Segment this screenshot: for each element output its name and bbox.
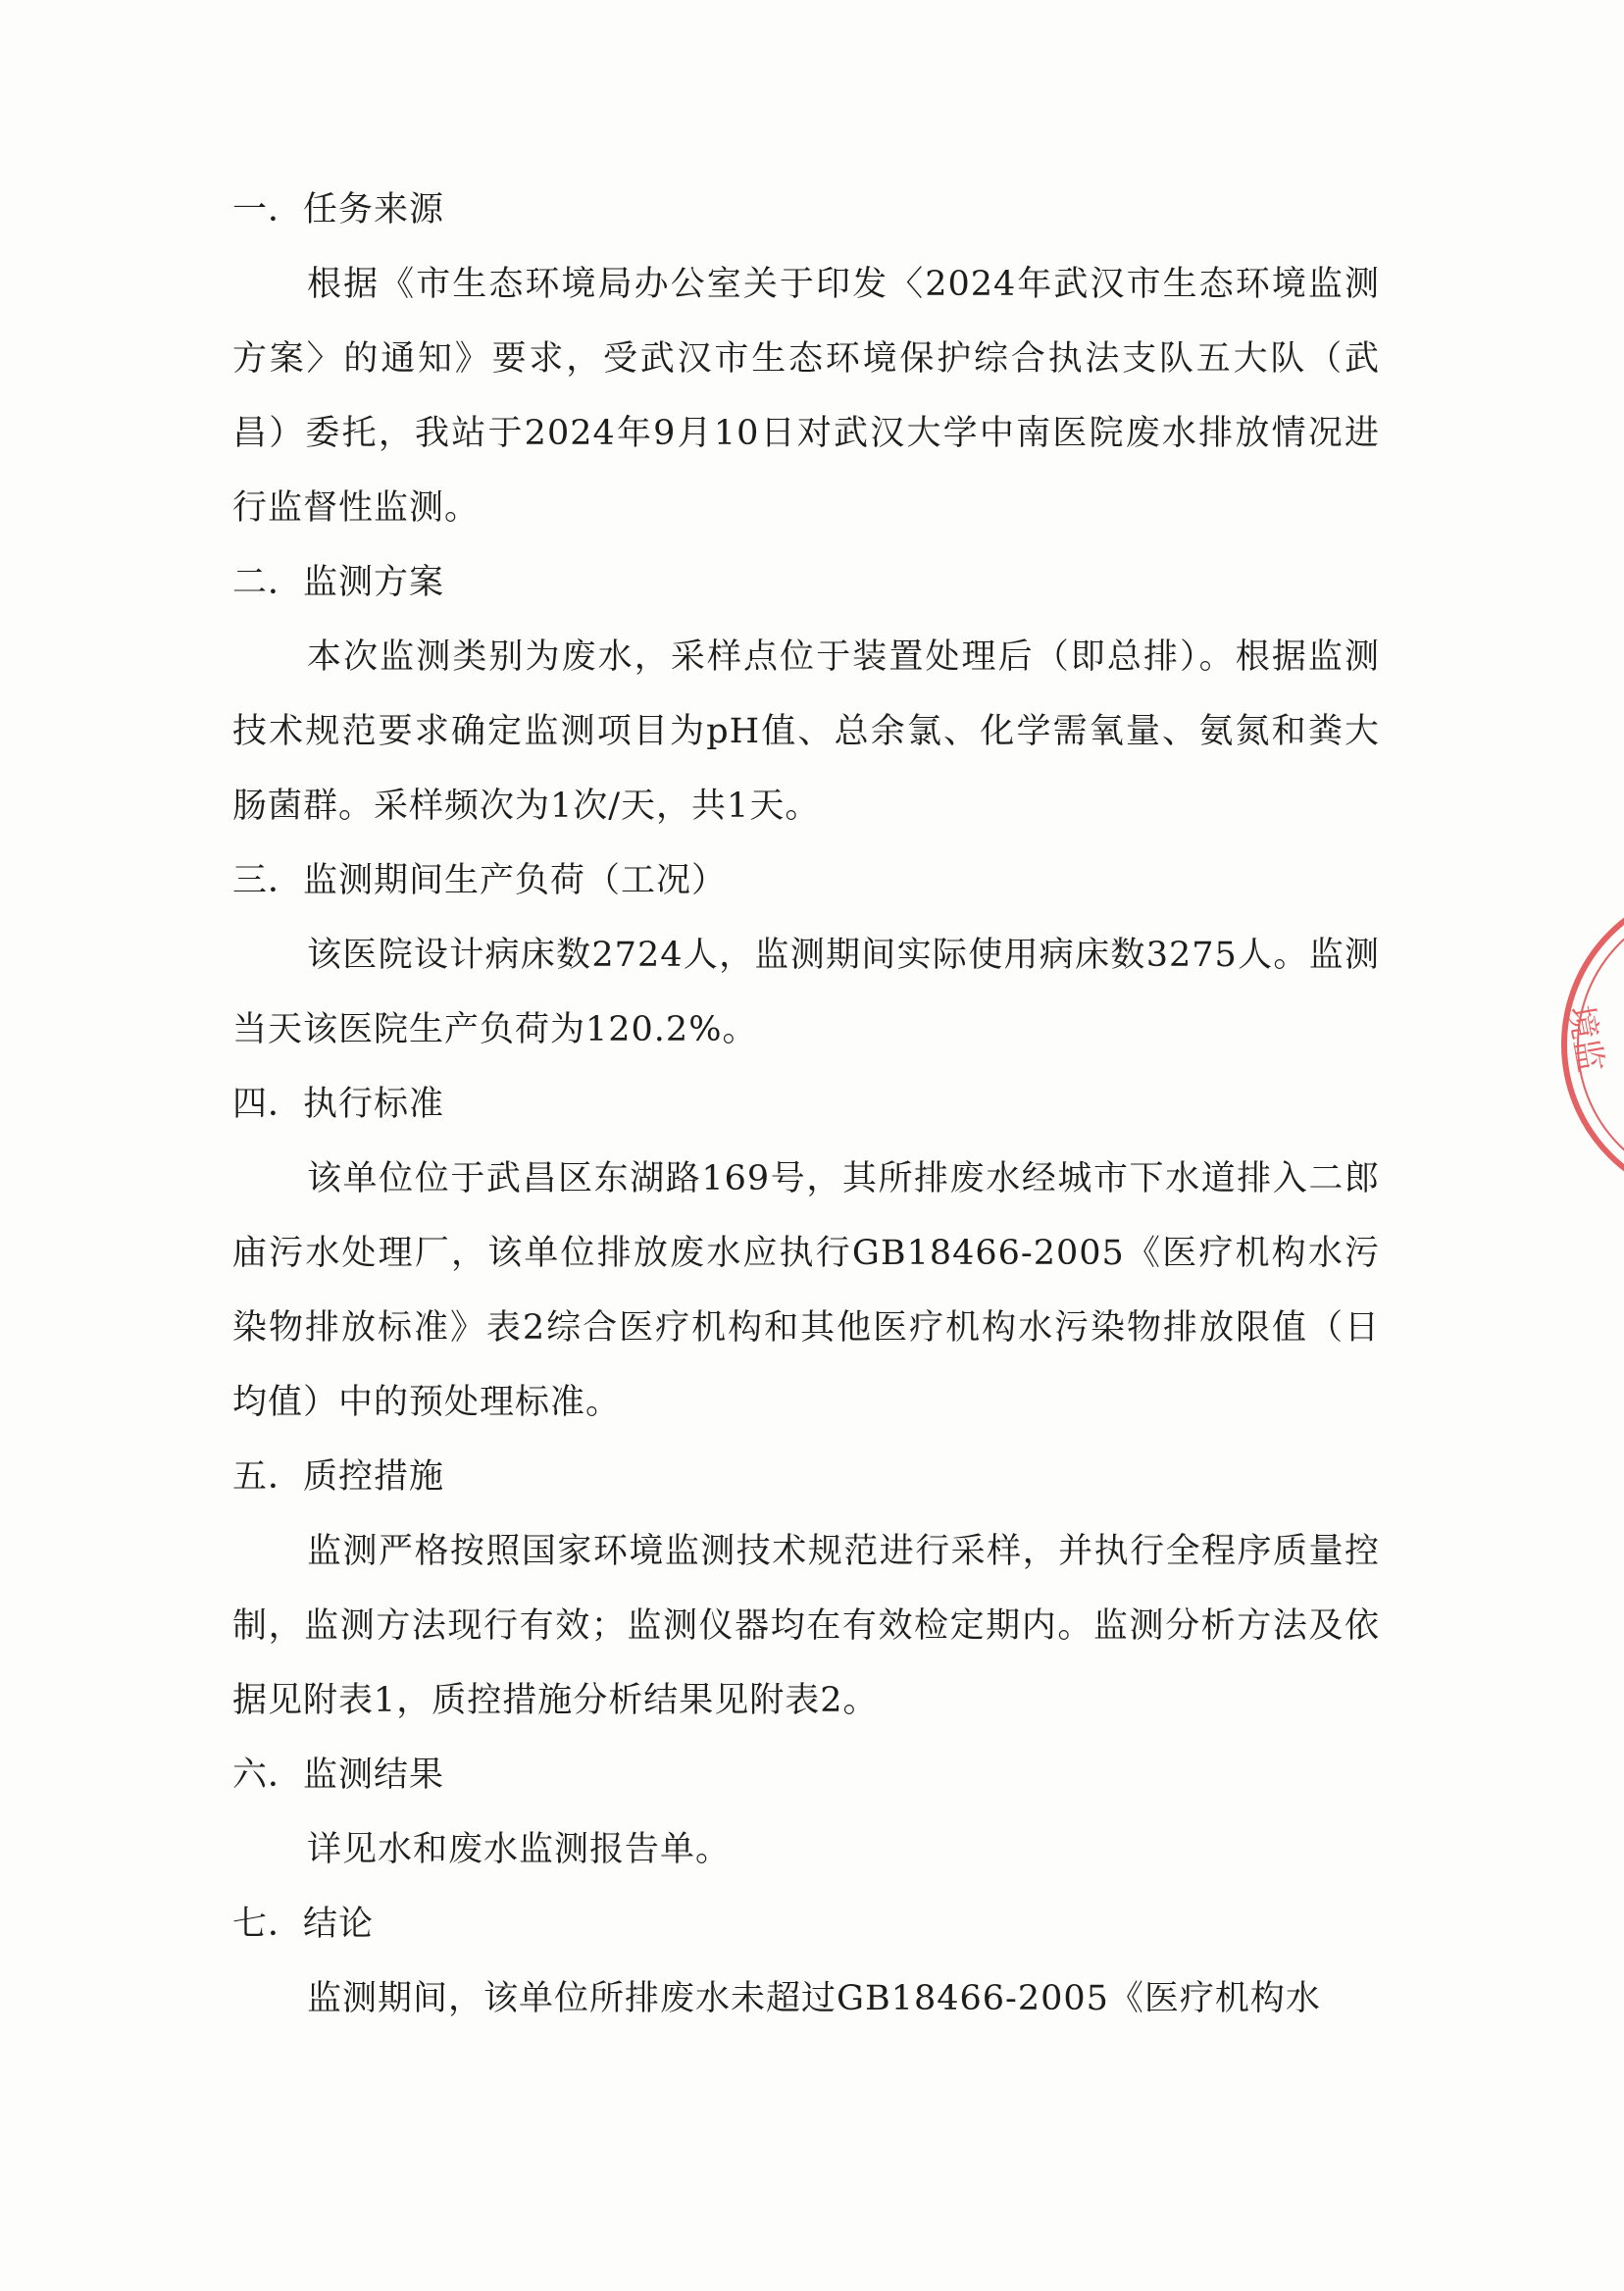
- section-paragraph: 详见水和废水监测报告单。: [307, 1830, 732, 1869]
- section-heading: 三．监测期间生产负荷（工况）: [232, 861, 728, 900]
- section-standard: [232, 1067, 1380, 1440]
- section-heading: 五．质控措施: [232, 1457, 445, 1497]
- section-quality-control: [232, 1440, 1380, 1738]
- section-paragraph: 该医院设计病床数2724人，监测期间实际使用病床数3275人。监测当天该医院生产负荷为120.2%。: [232, 936, 1380, 1049]
- section-paragraph: 监测期间，该单位所排废水未超过GB18466-2005《医疗机构水: [307, 1979, 1321, 2018]
- seal-text-fragment: 境监: [1559, 1002, 1610, 1076]
- section-paragraph: 本次监测类别为废水，采样点位于装置处理后（即总排）。根据监测技术规范要求确定监测项目为pH值、总余氯、化学需氧量、氨氮和粪大肠菌群。采样频次为1次/天，共1天。: [232, 637, 1380, 826]
- section-conclusion: [232, 1887, 1380, 2036]
- section-heading: 六．监测结果: [232, 1756, 445, 1795]
- section-production-load: [232, 843, 1380, 1067]
- section-heading: 一．任务来源: [232, 190, 445, 229]
- section-heading: 七．结论: [232, 1905, 375, 1944]
- section-paragraph: 监测严格按照国家环境监测技术规范进行采样，并执行全程序质量控制，监测方法现行有效；监测仪器均在有效检定期内。监测分析方法及依据见附表1，质控措施分析结果见附表2。: [232, 1532, 1380, 1720]
- section-paragraph: 该单位位于武昌区东湖路169号，其所排废水经城市下水道排入二郎庙污水处理厂，该单位排放废水应执行GB18466-2005《医疗机构水污染物排放标准》表2综合医疗机构和其他医疗机构水污染物排放限值（日均值）中的预处理标准。: [232, 1159, 1380, 1422]
- report-body: [232, 173, 1380, 2036]
- section-paragraph: 根据《市生态环境局办公室关于印发〈2024年武汉市生态环境监测方案〉的通知》要求，受武汉市生态环境保护综合执法支队五大队（武昌）委托，我站于2024年9月10日对武汉大学中南医院废水排放情况进行监督性监测。: [232, 265, 1380, 528]
- section-heading: 二．监测方案: [232, 563, 445, 602]
- official-seal-fragment: [1549, 873, 1624, 1216]
- section-monitoring-plan: [232, 545, 1380, 843]
- section-task-source: [232, 173, 1380, 545]
- section-results: [232, 1738, 1380, 1887]
- section-heading: 四．执行标准: [232, 1085, 445, 1124]
